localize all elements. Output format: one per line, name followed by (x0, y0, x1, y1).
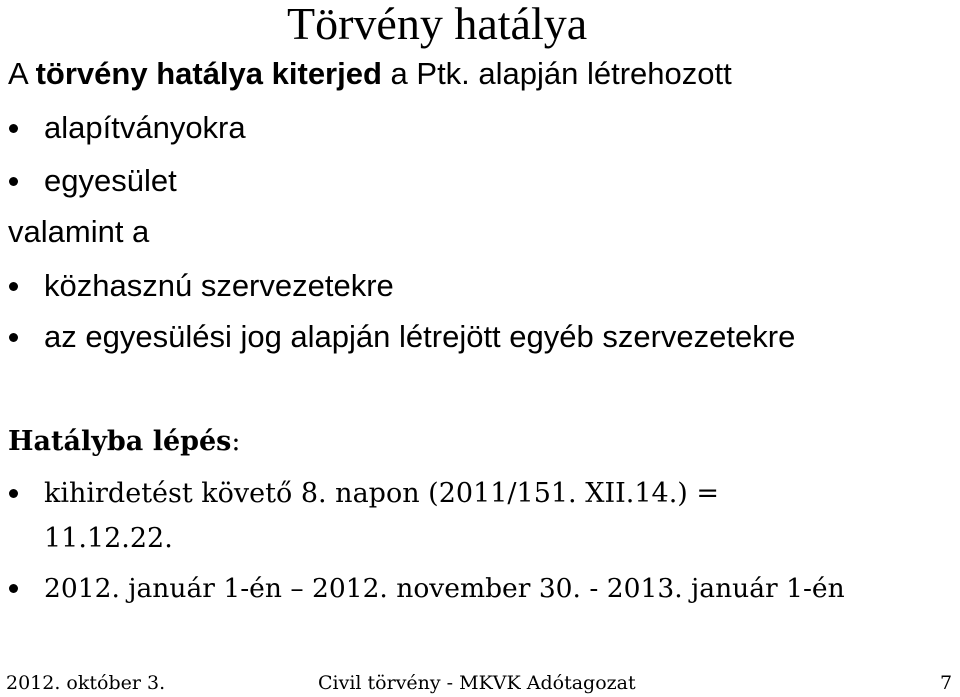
scope-item-alapitvanyok: alapítványokra (44, 110, 246, 145)
effect-item-1-line-2: 11.12.22. (44, 523, 173, 554)
bullet-dot (9, 333, 18, 342)
footer-title: Civil törvény - MKVK Adótagozat (318, 672, 636, 694)
bullet-dot (9, 584, 18, 593)
footer-page-number: 7 (940, 672, 953, 694)
bullet-dot (9, 124, 18, 133)
connector-text: valamint a (8, 214, 150, 249)
effect-item-1-line-1: kihirdetést követő 8. napon (2011/151. XII.14.) = (44, 478, 720, 509)
scope-item-kozhasznu: közhasznú szervezetekre (44, 268, 394, 303)
intro-bold: törvény hatálya kiterjed (35, 56, 382, 91)
slide-title: Törvény hatálya (287, 0, 588, 49)
effect-heading-colon: : (231, 426, 241, 457)
scope-item-egyeb: az egyesülési jog alapján létrejött egyéb szervezetekre (44, 319, 796, 354)
scope-item-egyesulet: egyesület (44, 163, 177, 198)
bullet-dot (9, 177, 18, 186)
effect-item-2: 2012. január 1-én – 2012. november 30. - 2013. január 1-én (44, 573, 845, 604)
intro-prefix: A (8, 56, 36, 91)
footer-date: 2012. október 3. (6, 672, 166, 694)
intro-suffix: a Ptk. alapján létrehozott (381, 56, 732, 91)
effect-heading (8, 424, 241, 460)
bullet-dot (9, 282, 18, 291)
bullet-dot (9, 489, 18, 498)
intro-line (8, 56, 732, 92)
effect-heading-bold: Hatályba lépés (8, 426, 232, 457)
